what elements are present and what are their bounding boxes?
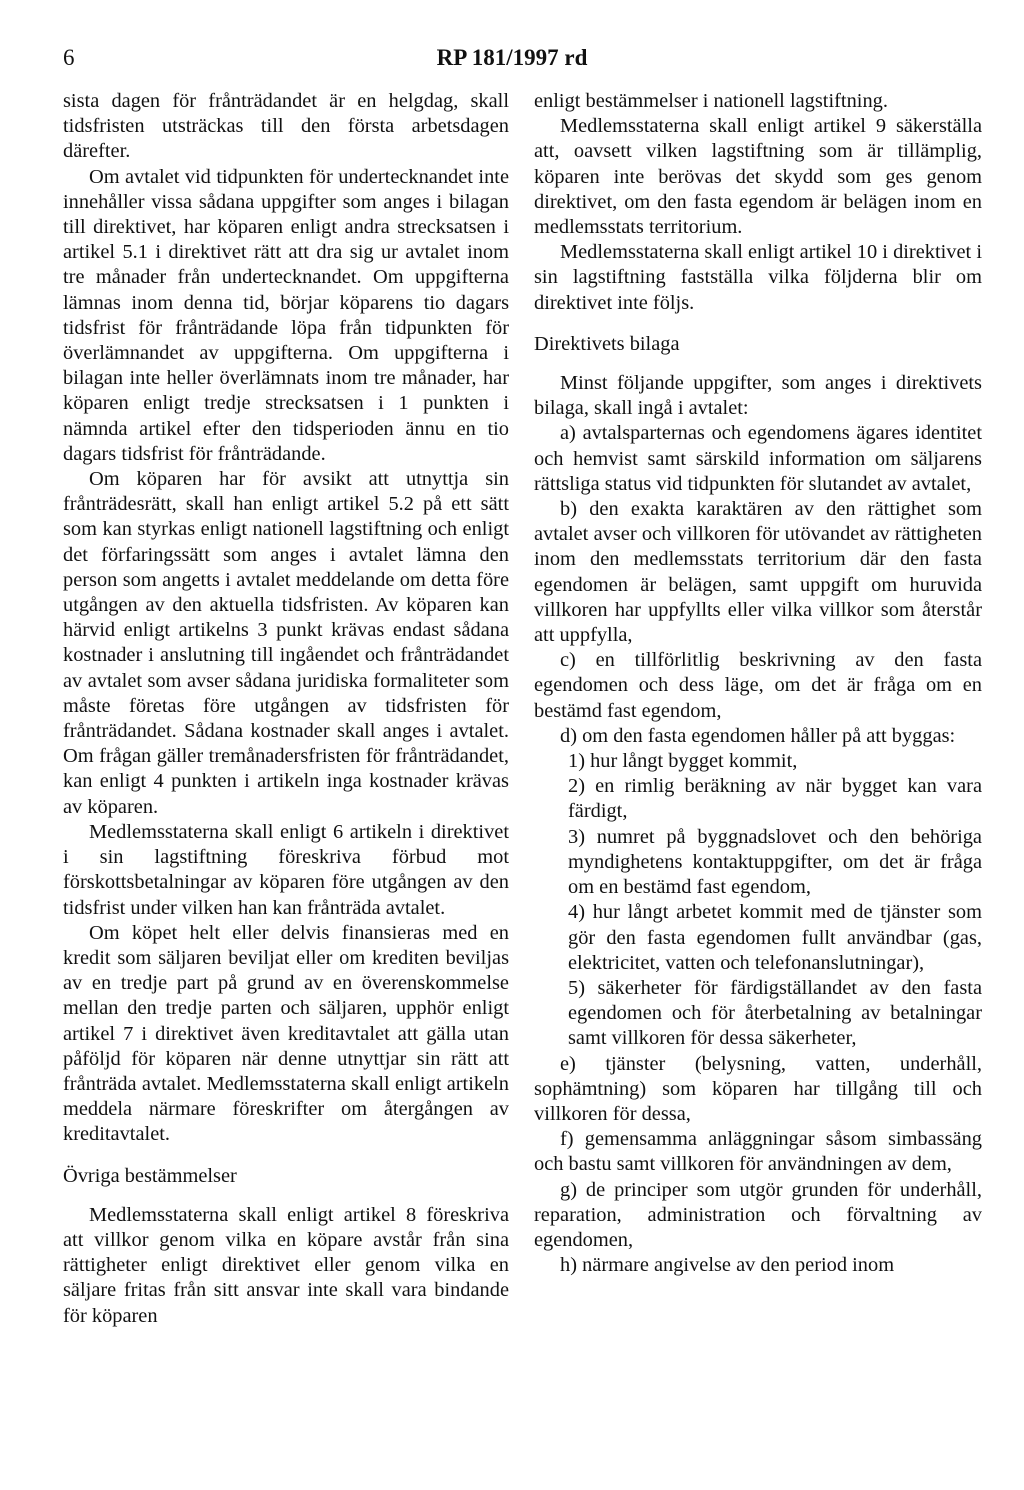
paragraph: Om köparen har för avsikt att utnyttja sin frånträdesrätt, skall han enligt artikel 5.2 på ett sätt som kan styrkas enligt nationell lagstiftning och enligt det förfaringssätt som anges i avtalet lämna den person som angetts i avtalet meddelande om detta före utgången av den aktuella tidsfristen. Av köparen kan härvid enligt artikelns 3 punkt krävas endast sådana kostnader i anslutning till ingåendet och frånträdandet av avtalet som avser sådana juridiska formaliteter som måste företas före utgången av tidsfristen för frånträdandet. Sådana kostnader skall anges i avtalet. Om frågan gäller tremånadersfristen för frånträdandet, kan enligt 4 punkten i artikeln inga kostnader krävas av köparen.	[63, 468, 509, 818]
list-item: h) närmare angivelse av den period inom	[560, 1254, 895, 1277]
sub-list-item: 5) säkerheter för färdigställandet av den fasta egendomen och för återbetalning av betalningar samt villkoren för dessa säkerheter,	[568, 976, 982, 1050]
document-reference: RP 181/1997 rd	[436, 45, 588, 70]
paragraph: Om avtalet vid tidpunkten för undertecknandet inte innehåller vissa sådana uppgifter som anges i bilagan till direktivet, har köparen enligt andra strecksatsen i artikel 5.1 i direktivet rätt att dra sig ur avtalet inom tre månader från undertecknandet. Om uppgifterna lämnas inom denna tid, börjar köparens tio dagars tidsfrist för frånträdande löpa från tidpunkten för överlämnandet av uppgifterna. Om uppgifterna i bilagan inte heller överlämnats inom tre månader, har köparen enligt tredje strecksatsen i 1 punkten i nämnda artikel efter den tidsperioden ännu en tio dagars tidsfrist för frånträdande.	[63, 165, 509, 465]
paragraph: sista dagen för frånträdandet är en helgdag, skall tidsfristen utsträckas till den första arbetsdagen därefter.	[63, 90, 509, 163]
paragraph: Medlemsstaterna skall enligt artikel 8 föreskriva att villkor genom vilka en köpare avstår från sina rättigheter enligt direktivet eller genom vilka en säljare fritas från sitt ansvar inte skall vara bindande för köparen	[63, 1203, 509, 1327]
list-item: a) avtalsparternas och egendomens ägares identitet och hemvist samt särskild information om säljarens rättsliga status vid tidpunkten för slutandet av avtalet,	[534, 422, 982, 495]
paragraph: Om köpet helt eller delvis finansieras med en kredit som säljaren beviljat eller om krediten beviljas av en tredje part på grund av en överenskommelse mellan den tredje parten och säljaren, upphör enligt artikel 7 i direktivet även kreditavtalet att gälla utan påföljd för köparen när denne utnyttjar sin rätt att frånträda avtalet. Medlemsstaterna skall enligt artikeln meddela närmare föreskrifter om återgången av kreditavtalet.	[63, 921, 509, 1146]
list-item: g) de principer som utgör grunden för underhåll, reparation, administration och förvaltning av egendomen,	[534, 1178, 982, 1251]
list-item: e) tjänster (belysning, vatten, underhåll, sophämtning) som köparen har tillgång till och villkoren för dessa,	[534, 1052, 982, 1125]
paragraph: enligt bestämmelser i nationell lagstiftning.	[534, 90, 888, 112]
left-column	[63, 89, 509, 1329]
list-item: f) gemensamma anläggningar såsom simbassäng och bastu samt villkoren för användningen av dem,	[534, 1128, 982, 1176]
paragraph: Medlemsstaterna skall enligt artikel 9 säkerställa att, oavsett vilken lagstiftning som är tillämplig, köparen inte berövas det skydd som ges genom direktivet, om den fasta egendom är belägen inom en medlemsstats territorium.	[534, 115, 982, 239]
list-item: d) om den fasta egendomen håller på att byggas:	[560, 724, 956, 747]
section-heading: Direktivets bilaga	[534, 332, 680, 355]
sub-list-item: 1) hur långt bygget kommit,	[568, 750, 798, 773]
list-item: b) den exakta karaktären av den rättighet som avtalet avser och villkoren för utövandet av rättigheten inom den medlemsstats territorium där den fasta egendomen är belägen, samt uppgift om huruvida villkoren har uppfyllts eller vilka villkor som återstår att uppfylla,	[534, 498, 982, 647]
page-number: 6	[63, 45, 75, 70]
sub-list-item: 2) en rimlig beräkning av när bygget kan vara färdigt,	[568, 775, 982, 823]
section-heading: Övriga bestämmelser	[63, 1164, 237, 1187]
right-column	[534, 89, 982, 1278]
paragraph: Minst följande uppgifter, som anges i direktivets bilaga, skall ingå i avtalet:	[534, 372, 982, 420]
sub-list-item: 4) hur långt arbetet kommit med de tjänster som gör den fasta egendomen fullt användbar (gas, elektricitet, vatten och telefonanslutningar),	[568, 901, 982, 974]
list-item: c) en tillförlitlig beskrivning av den fasta egendomen och dess läge, om det är fråga om en bestämd fast egendom,	[534, 649, 982, 722]
paragraph: Medlemsstaterna skall enligt 6 artikeln i direktivet i sin lagstiftning föreskriva förbud mot förskottsbetalningar av köparen före utgången av den tidsfrist under vilken han kan frånträda avtalet.	[63, 820, 509, 919]
paragraph: Medlemsstaterna skall enligt artikel 10 i direktivet i sin lagstiftning fastställa vilka följderna blir om direktivet inte följs.	[534, 241, 982, 314]
sub-list-item: 3) numret på byggnadslovet och den behöriga myndighetens kontaktuppgifter, om det är fråga om en bestämd fast egendom,	[568, 825, 982, 899]
